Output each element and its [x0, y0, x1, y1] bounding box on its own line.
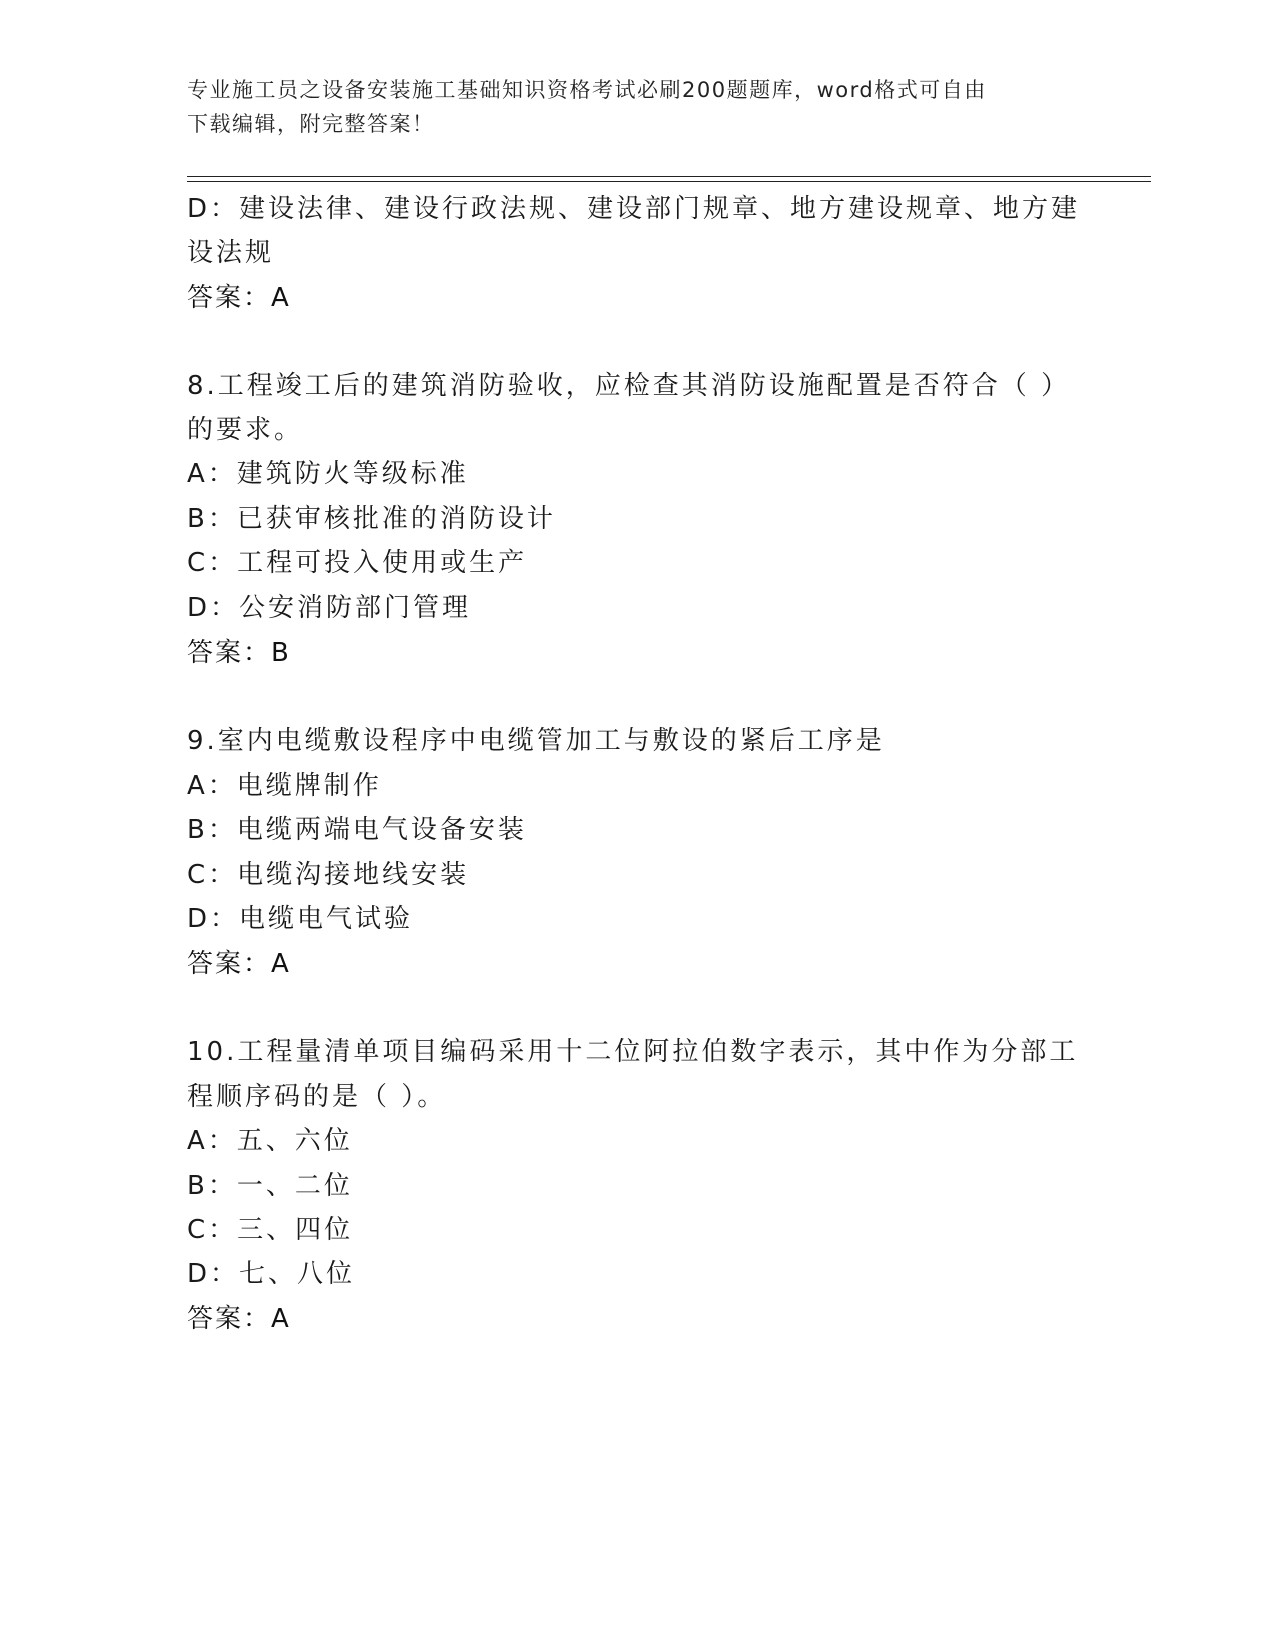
q9-option-d: D：电缆电气试验: [187, 904, 414, 934]
document-header: [187, 73, 1077, 141]
q10-answer: [187, 1302, 289, 1336]
answer-value: B: [271, 638, 289, 668]
q8-stem-line-2: 的要求。: [187, 415, 304, 445]
q8-stem-line-1: 8.工程竣工后的建筑消防验收，应检查其消防设施配置是否符合（ ）: [187, 371, 1071, 401]
answer-label: 答案：: [187, 283, 272, 313]
q7-answer: [187, 281, 289, 315]
q10-stem-line-2: 程顺序码的是（ ）。: [187, 1082, 447, 1112]
q7-option-d-line-2: 设法规: [187, 238, 275, 268]
answer-value: A: [271, 1304, 289, 1334]
q7-option-d-line-1: D：建设法律、建设行政法规、建设部门规章、地方建设规章、地方建: [187, 194, 1081, 224]
q10-option-a: A：五、六位: [187, 1126, 353, 1156]
q8-option-d: D：公安消防部门管理: [187, 593, 472, 623]
header-divider-top: [187, 176, 1151, 177]
q9-option-c: C：电缆沟接地线安装: [187, 860, 470, 890]
q9-answer: [187, 947, 289, 981]
q10-stem-line-1: 10.工程量清单项目编码采用十二位阿拉伯数字表示，其中作为分部工: [187, 1037, 1079, 1067]
q10-option-c: C：三、四位: [187, 1215, 354, 1245]
q10-option-d: D：七、八位: [187, 1259, 356, 1289]
answer-value: A: [271, 949, 289, 979]
q8-option-a: A：建筑防火等级标准: [187, 459, 469, 489]
answer-value: A: [271, 283, 289, 313]
answer-label: 答案：: [187, 949, 272, 979]
q10-option-b: B：一、二位: [187, 1171, 353, 1201]
header-divider-bottom: [187, 181, 1151, 182]
header-line-1: 专业施工员之设备安装施工基础知识资格考试必刷200题题库，word格式可自由: [187, 78, 987, 102]
header-line-2: 下载编辑，附完整答案！: [187, 112, 435, 136]
q8-option-b: B：已获审核批准的消防设计: [187, 504, 556, 534]
q9-option-b: B：电缆两端电气设备安装: [187, 815, 527, 845]
q8-answer: [187, 636, 289, 670]
q8-option-c: C：工程可投入使用或生产: [187, 548, 528, 578]
q9-option-a: A：电缆牌制作: [187, 771, 382, 801]
answer-label: 答案：: [187, 1304, 272, 1334]
q9-stem-line-1: 9.室内电缆敷设程序中电缆管加工与敷设的紧后工序是: [187, 726, 885, 756]
answer-label: 答案：: [187, 638, 272, 668]
